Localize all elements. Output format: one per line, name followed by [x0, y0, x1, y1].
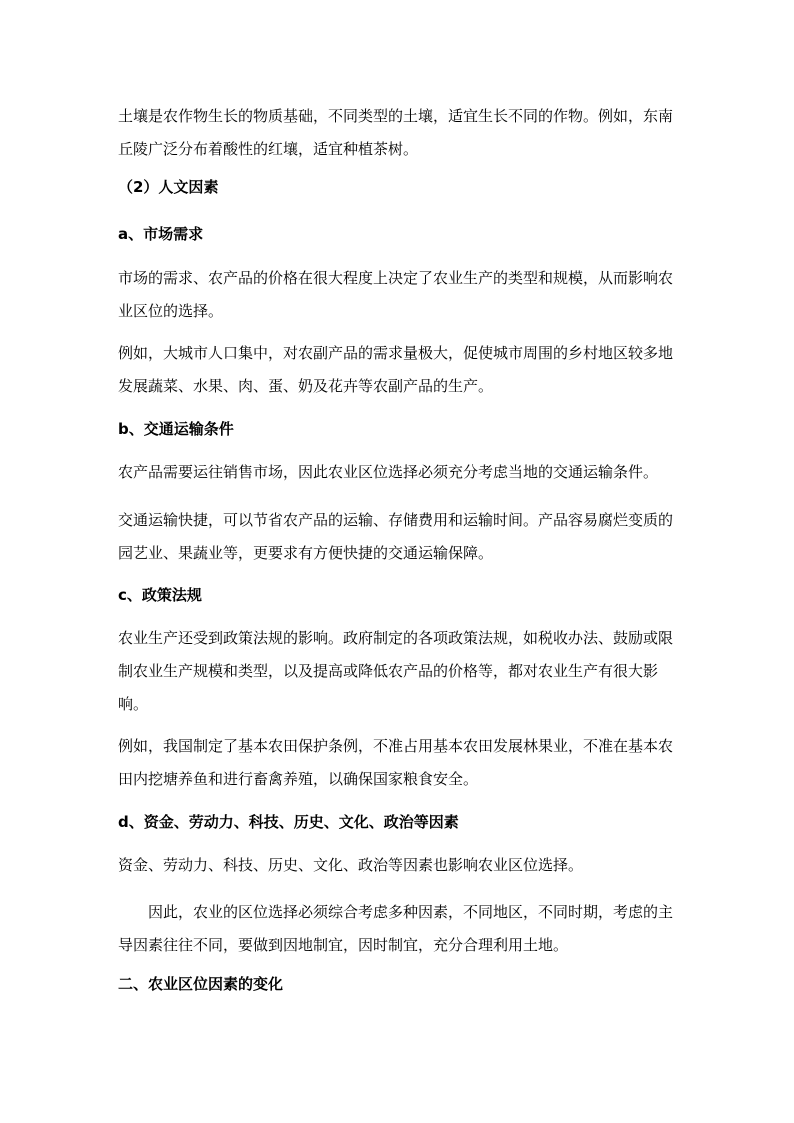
heading-section-two: 二、农业区位因素的变化	[118, 975, 284, 993]
paragraph-soil: 土壤是农作物生长的物质基础，不同类型的土壤，适宜生长不同的作物。例如，东南丘陵广泛分布着酸性的红壤，适宜种植茶树。	[118, 107, 674, 158]
paragraph-other-factors: 资金、劳动力、科技、历史、文化、政治等因素也影响农业区位选择。	[118, 856, 584, 874]
paragraph-transport-speed: 交通运输快捷，可以节省农产品的运输、存储费用和运输时间。产品容易腐烂变质的园艺业、果蔬业等，更要求有方便快捷的交通运输保障。	[118, 511, 674, 562]
paragraph-market-demand: 市场的需求、农产品的价格在很大程度上决定了农业生产的类型和规模，从而影响农业区位的选择。	[118, 269, 674, 320]
paragraph-city-example: 例如，大城市人口集中，对农副产品的需求量极大，促使城市周围的乡村地区较多地发展蔬菜、水果、肉、蛋、奶及花卉等农副产品的生产。	[118, 344, 674, 395]
heading-market-demand: a、市场需求	[118, 225, 204, 243]
heading-human-factors: （2）人文因素	[118, 178, 219, 196]
paragraph-transport: 农产品需要运往销售市场，因此农业区位选择必须充分考虑当地的交通运输条件。	[118, 463, 659, 481]
paragraph-conclusion: 因此，农业的区位选择必须综合考虑多种因素，不同地区，不同时期，考虑的主导因素往往不同，要做到因地制宜，因时制宜，充分合理利用土地。	[118, 903, 674, 954]
heading-policy: c、政策法规	[118, 586, 202, 604]
paragraph-farmland-example: 例如，我国制定了基本农田保护条例，不准占用基本农田发展林果业，不准在基本农田内挖塘养鱼和进行畜禽养殖，以确保国家粮食安全。	[118, 737, 674, 788]
paragraph-policy: 农业生产还受到政策法规的影响。政府制定的各项政策法规，如税收办法、鼓励或限制农业生产规模和类型，以及提高或降低农产品的价格等，都对农业生产有很大影响。	[118, 629, 674, 713]
heading-other-factors: d、资金、劳动力、科技、历史、文化、政治等因素	[118, 813, 459, 831]
heading-transport: b、交通运输条件	[118, 420, 234, 438]
